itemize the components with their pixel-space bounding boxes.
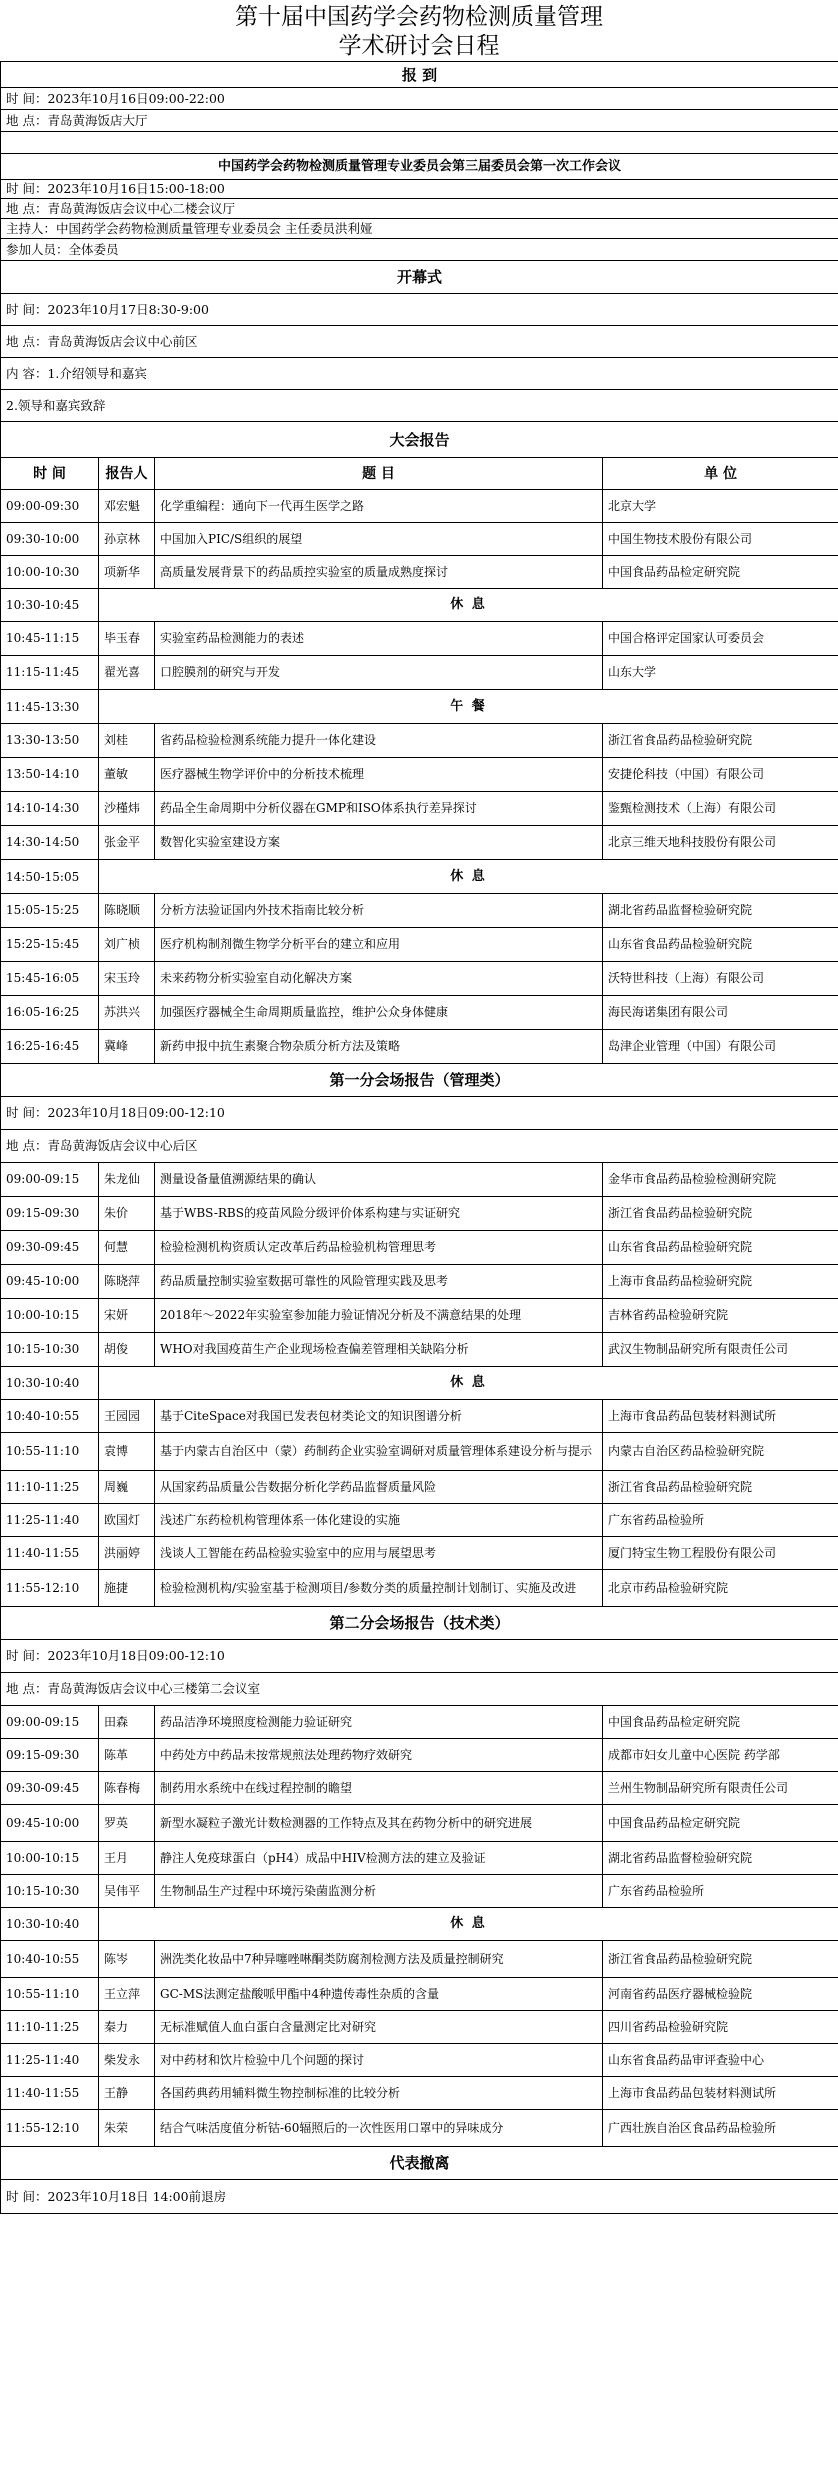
row-topic: 数智化实验室建设方案 [155,826,603,860]
row-time: 11:10-11:25 [1,1471,99,1504]
row-speaker: 张金平 [99,826,155,860]
opening-heading: 开幕式 [1,261,838,294]
row-time: 09:30-10:00 [1,523,99,556]
spacer-cell [1,132,838,154]
row-org: 广西壮族自治区食品药品检验所 [603,2110,838,2147]
table-row [1,1299,838,1333]
row-org: 上海市食品药品包装材料测试所 [603,2077,838,2110]
row-time: 11:25-11:40 [1,2044,99,2077]
row-time: 11:40-11:55 [1,1537,99,1570]
row-speaker: 毕玉春 [99,622,155,656]
table-row [1,523,838,556]
session1-heading: 第一分会场报告（管理类） [1,1064,838,1097]
row-time: 09:15-09:30 [1,1197,99,1231]
column-header-speaker: 报告人 [99,458,155,490]
row-topic: 基于CiteSpace对我国已发表包材类论文的知识图谱分析 [155,1400,603,1433]
row-time: 10:00-10:15 [1,1842,99,1875]
row-time: 14:10-14:30 [1,792,99,826]
row-time: 11:55-12:10 [1,2110,99,2147]
committee-heading-row [1,154,838,180]
table-row [1,1231,838,1265]
table-row [1,962,838,996]
table-row [1,2077,838,2110]
table-row [1,1504,838,1537]
break-row [1,589,838,622]
row-time: 11:25-11:40 [1,1504,99,1537]
row-speaker: 吴伟平 [99,1875,155,1908]
title-line-1: 第十届中国药学会药物检测质量管理 [235,4,603,30]
row-time: 13:30-13:50 [1,724,99,758]
session1-time: 时 间：2023年10月18日09:00-12:10 [1,1097,838,1130]
table-row [1,996,838,1030]
row-topic: 未来药物分析实验室自动化解决方案 [155,962,603,996]
row-org: 山东大学 [603,656,838,690]
row-time: 11:40-11:55 [1,2077,99,2110]
opening-place-row [1,326,838,358]
row-org: 中国合格评定国家认可委员会 [603,622,838,656]
row-time: 09:00-09:15 [1,1706,99,1739]
session2-time: 时 间：2023年10月18日09:00-12:10 [1,1640,838,1673]
row-speaker: 董敏 [99,758,155,792]
committee-attendees: 参加人员：全体委员 [1,239,838,261]
row-topic: 从国家药品质量公告数据分析化学药品监督质量风险 [155,1471,603,1504]
row-topic: 高质量发展背景下的药品质控实验室的质量成熟度探讨 [155,556,603,589]
session1-time-row [1,1097,838,1130]
opening-content-2-row [1,390,838,422]
row-speaker: 宋妍 [99,1299,155,1333]
row-org: 内蒙古自治区药品检验研究院 [603,1433,838,1471]
row-org: 四川省药品检验研究院 [603,2011,838,2044]
row-org: 上海市食品药品检验研究院 [603,1265,838,1299]
table-row [1,1163,838,1197]
break-row [1,1908,838,1941]
row-org: 北京市药品检验研究院 [603,1570,838,1607]
row-speaker: 周巍 [99,1471,155,1504]
title-line-2: 学术研讨会日程 [338,33,500,59]
break-label: 休 息 [99,589,838,622]
break-row [1,860,838,894]
opening-content-1-row [1,358,838,390]
table-row [1,724,838,758]
row-org: 鉴甄检测技术（上海）有限公司 [603,792,838,826]
row-topic: 分析方法验证国内外技术指南比较分析 [155,894,603,928]
row-topic: 药品洁净环境照度检测能力验证研究 [155,1706,603,1739]
row-org: 吉林省药品检验研究院 [603,1299,838,1333]
row-topic: 生物制品生产过程中环境污染菌监测分析 [155,1875,603,1908]
opening-content-1: 内 容：1.介绍领导和嘉宾 [1,358,838,390]
row-speaker: 陈晓顺 [99,894,155,928]
session2-heading: 第二分会场报告（技术类） [1,1607,838,1640]
break-row [1,690,838,724]
row-org: 浙江省食品药品检验研究院 [603,1197,838,1231]
row-speaker: 孙京林 [99,523,155,556]
row-org: 中国食品药品检定研究院 [603,1706,838,1739]
row-topic: 基于内蒙古自治区中（蒙）药制药企业实验室调研对质量管理体系建设分析与提示 [155,1433,603,1471]
row-topic: 医疗器械生物学评价中的分析技术梳理 [155,758,603,792]
table-row [1,2011,838,2044]
table-row [1,622,838,656]
row-time: 11:55-12:10 [1,1570,99,1607]
row-topic: 静注人免疫球蛋白（pH4）成品中HIV检测方法的建立及验证 [155,1842,603,1875]
row-time: 09:00-09:15 [1,1163,99,1197]
table-row [1,1978,838,2011]
session2-place-row [1,1673,838,1706]
table-row [1,1941,838,1978]
row-org: 沃特世科技（上海）有限公司 [603,962,838,996]
table-row [1,1706,838,1739]
row-org: 湖北省药品监督检验研究院 [603,1842,838,1875]
plenary-heading-row [1,422,838,458]
row-org: 湖北省药品监督检验研究院 [603,894,838,928]
row-time: 09:00-09:30 [1,490,99,523]
row-time: 09:45-10:00 [1,1805,99,1842]
committee-time-row [1,180,838,199]
row-org: 浙江省食品药品检验研究院 [603,724,838,758]
row-topic: 医疗机构制剂微生物学分析平台的建立和应用 [155,928,603,962]
table-row [1,928,838,962]
row-topic: 化学重编程：通向下一代再生医学之路 [155,490,603,523]
committee-attendees-row [1,239,838,261]
row-topic: 洲洗类化妆品中7种异噻唑啉酮类防腐剂检测方法及质量控制研究 [155,1941,603,1978]
row-topic: 实验室药品检测能力的表述 [155,622,603,656]
registration-time: 时 间：2023年10月16日09:00-22:00 [1,88,838,110]
registration-heading: 报 到 [1,62,838,88]
opening-time: 时 间：2023年10月17日8:30-9:00 [1,294,838,326]
row-time: 11:45-13:30 [1,690,99,724]
row-org: 浙江省食品药品检验研究院 [603,1941,838,1978]
row-topic: 药品质量控制实验室数据可靠性的风险管理实践及思考 [155,1265,603,1299]
row-topic: 省药品检验检测系统能力提升一体化建设 [155,724,603,758]
table-row [1,556,838,589]
row-speaker: 王园园 [99,1400,155,1433]
plenary-heading: 大会报告 [1,422,838,458]
row-topic: 基于WBS-RBS的疫苗风险分级评价体系构建与实证研究 [155,1197,603,1231]
row-topic: 加强医疗器械全生命周期质量监控，维护公众身体健康 [155,996,603,1030]
row-topic: 检验检测机构资质认定改革后药品检验机构管理思考 [155,1231,603,1265]
row-topic: 浅述广东药检机构管理体系一体化建设的实施 [155,1504,603,1537]
row-org: 武汉生物制品研究所有限责任公司 [603,1333,838,1367]
table-row [1,1772,838,1805]
row-org: 浙江省食品药品检验研究院 [603,1471,838,1504]
departure-time-row [1,2180,838,2214]
row-org: 岛津企业管理（中国）有限公司 [603,1030,838,1064]
row-topic: 中药处方中药品未按常规煎法处理药物疗效研究 [155,1739,603,1772]
table-row [1,1265,838,1299]
row-time: 14:50-15:05 [1,860,99,894]
opening-content-2: 2.领导和嘉宾致辞 [1,390,838,422]
table-row [1,656,838,690]
row-topic: 浅谈人工智能在药品检验实验室中的应用与展望思考 [155,1537,603,1570]
spacer-row [1,132,838,154]
row-speaker: 陈春梅 [99,1772,155,1805]
row-org: 山东省食品药品检验研究院 [603,928,838,962]
row-time: 10:00-10:30 [1,556,99,589]
row-time: 09:45-10:00 [1,1265,99,1299]
row-org: 广东省药品检验所 [603,1875,838,1908]
opening-time-row [1,294,838,326]
row-topic: 各国药典药用辅料微生物控制标准的比较分析 [155,2077,603,2110]
table-row [1,1739,838,1772]
row-org: 金华市食品药品检验检测研究院 [603,1163,838,1197]
row-topic: 药品全生命周期中分析仪器在GMP和ISO体系执行差异探讨 [155,792,603,826]
row-time: 10:00-10:15 [1,1299,99,1333]
row-time: 09:30-09:45 [1,1231,99,1265]
departure-time: 时 间：2023年10月18日 14:00前退房 [1,2180,838,2214]
row-time: 15:45-16:05 [1,962,99,996]
session1-place: 地 点：青岛黄海饭店会议中心后区 [1,1130,838,1163]
table-row [1,1433,838,1471]
table-row [1,1400,838,1433]
table-row [1,1570,838,1607]
table-row [1,490,838,523]
row-topic: 2018年～2022年实验室参加能力验证情况分析及不满意结果的处理 [155,1299,603,1333]
row-time: 10:15-10:30 [1,1333,99,1367]
row-time: 16:25-16:45 [1,1030,99,1064]
row-org: 成都市妇女儿童中心医院 药学部 [603,1739,838,1772]
row-speaker: 刘广桢 [99,928,155,962]
table-row [1,1875,838,1908]
opening-place: 地 点：青岛黄海饭店会议中心前区 [1,326,838,358]
row-time: 10:30-10:40 [1,1367,99,1400]
departure-heading: 代表撤离 [1,2147,838,2180]
row-topic: 结合气味活度值分析钴-60辐照后的一次性医用口罩中的异味成分 [155,2110,603,2147]
row-time: 10:30-10:40 [1,1908,99,1941]
table-row [1,758,838,792]
row-topic: WHO对我国疫苗生产企业现场检查偏差管理相关缺陷分析 [155,1333,603,1367]
committee-place-row [1,199,838,219]
row-org: 山东省食品药品审评查验中心 [603,2044,838,2077]
committee-time: 时 间：2023年10月16日15:00-18:00 [1,180,838,199]
break-label: 午 餐 [99,690,838,724]
committee-place: 地 点：青岛黄海饭店会议中心二楼会议厅 [1,199,838,219]
row-time: 09:30-09:45 [1,1772,99,1805]
row-speaker: 沙槿炜 [99,792,155,826]
table-row [1,1842,838,1875]
row-org: 中国食品药品检定研究院 [603,1805,838,1842]
table-row [1,1333,838,1367]
row-speaker: 陈晓萍 [99,1265,155,1299]
row-speaker: 朱荣 [99,2110,155,2147]
session1-heading-row [1,1064,838,1097]
row-speaker: 洪丽婷 [99,1537,155,1570]
row-time: 09:15-09:30 [1,1739,99,1772]
session2-heading-row [1,1607,838,1640]
table-row [1,792,838,826]
break-label: 休 息 [99,1367,838,1400]
row-topic: 对中药材和饮片检验中几个问题的探讨 [155,2044,603,2077]
table-row [1,894,838,928]
row-speaker: 王立萍 [99,1978,155,2011]
table-row [1,1030,838,1064]
row-time: 15:05-15:25 [1,894,99,928]
row-topic: 无标准赋值人血白蛋白含量测定比对研究 [155,2011,603,2044]
row-speaker: 何慧 [99,1231,155,1265]
row-speaker: 翟光喜 [99,656,155,690]
registration-heading-row [1,62,838,88]
row-org: 上海市食品药品包装材料测试所 [603,1400,838,1433]
row-speaker: 施捷 [99,1570,155,1607]
row-org: 北京三维天地科技股份有限公司 [603,826,838,860]
table-row [1,2110,838,2147]
row-topic: 检验检测机构/实验室基于检测项目/参数分类的质量控制计划制订、实施及改进 [155,1570,603,1607]
row-speaker: 罗英 [99,1805,155,1842]
break-label: 休 息 [99,1908,838,1941]
row-org: 河南省药品医疗器械检验院 [603,1978,838,2011]
session2-place: 地 点：青岛黄海饭店会议中心三楼第二会议室 [1,1673,838,1706]
row-speaker: 邓宏魁 [99,490,155,523]
row-time: 10:45-11:15 [1,622,99,656]
row-time: 13:50-14:10 [1,758,99,792]
row-topic: 新药申报中抗生素聚合物杂质分析方法及策略 [155,1030,603,1064]
row-org: 兰州生物制品研究所有限责任公司 [603,1772,838,1805]
schedule-table [0,61,838,2214]
row-org: 海民海诺集团有限公司 [603,996,838,1030]
row-time: 10:40-10:55 [1,1941,99,1978]
row-topic: 新型水凝粒子激光计数检测器的工作特点及其在药物分析中的研究进展 [155,1805,603,1842]
row-topic: 口腔膜剂的研究与开发 [155,656,603,690]
registration-time-row [1,88,838,110]
row-speaker: 陈革 [99,1739,155,1772]
table-row [1,1471,838,1504]
row-time: 10:15-10:30 [1,1875,99,1908]
row-org: 中国食品药品检定研究院 [603,556,838,589]
row-org: 中国生物技术股份有限公司 [603,523,838,556]
departure-heading-row [1,2147,838,2180]
row-speaker: 宋玉玲 [99,962,155,996]
row-speaker: 陈岑 [99,1941,155,1978]
session1-place-row [1,1130,838,1163]
break-label: 休 息 [99,860,838,894]
row-speaker: 项新华 [99,556,155,589]
row-speaker: 朱龙仙 [99,1163,155,1197]
row-time: 10:30-10:45 [1,589,99,622]
column-header-org: 单 位 [603,458,838,490]
page-title [0,0,838,61]
committee-host: 主持人：中国药学会药物检测质量管理专业委员会 主任委员洪利娅 [1,219,838,239]
row-org: 安捷伦科技（中国）有限公司 [603,758,838,792]
column-header-topic: 题 目 [155,458,603,490]
table-row [1,1197,838,1231]
row-speaker: 欧国灯 [99,1504,155,1537]
row-speaker: 胡俊 [99,1333,155,1367]
break-row [1,1367,838,1400]
registration-place-row [1,110,838,132]
row-org: 山东省食品药品检验研究院 [603,1231,838,1265]
row-time: 10:55-11:10 [1,1978,99,2011]
table-row [1,1537,838,1570]
row-speaker: 冀峰 [99,1030,155,1064]
row-speaker: 田森 [99,1706,155,1739]
row-speaker: 王静 [99,2077,155,2110]
row-speaker: 柴发永 [99,2044,155,2077]
row-time: 15:25-15:45 [1,928,99,962]
committee-heading: 中国药学会药物检测质量管理专业委员会第三届委员会第一次工作会议 [1,154,838,180]
row-topic: 中国加入PIC/S组织的展望 [155,523,603,556]
row-speaker: 袁博 [99,1433,155,1471]
row-topic: 制药用水系统中在线过程控制的瞻望 [155,1772,603,1805]
row-org: 广东省药品检验所 [603,1504,838,1537]
table-row [1,826,838,860]
row-time: 10:40-10:55 [1,1400,99,1433]
row-topic: 测量设备量值溯源结果的确认 [155,1163,603,1197]
session2-time-row [1,1640,838,1673]
opening-heading-row [1,261,838,294]
row-speaker: 朱价 [99,1197,155,1231]
row-time: 11:15-11:45 [1,656,99,690]
row-topic: GC-MS法测定盐酸哌甲酯中4种遗传毒性杂质的含量 [155,1978,603,2011]
column-header-time: 时 间 [1,458,99,490]
row-speaker: 秦力 [99,2011,155,2044]
committee-host-row [1,219,838,239]
table-row [1,1805,838,1842]
row-speaker: 苏洪兴 [99,996,155,1030]
registration-place: 地 点：青岛黄海饭店大厅 [1,110,838,132]
row-org: 厦门特宝生物工程股份有限公司 [603,1537,838,1570]
row-time: 14:30-14:50 [1,826,99,860]
row-org: 北京大学 [603,490,838,523]
table-row [1,2044,838,2077]
column-header-row [1,458,838,490]
row-time: 16:05-16:25 [1,996,99,1030]
row-time: 10:55-11:10 [1,1433,99,1471]
row-time: 11:10-11:25 [1,2011,99,2044]
row-speaker: 刘桂 [99,724,155,758]
row-speaker: 王月 [99,1842,155,1875]
